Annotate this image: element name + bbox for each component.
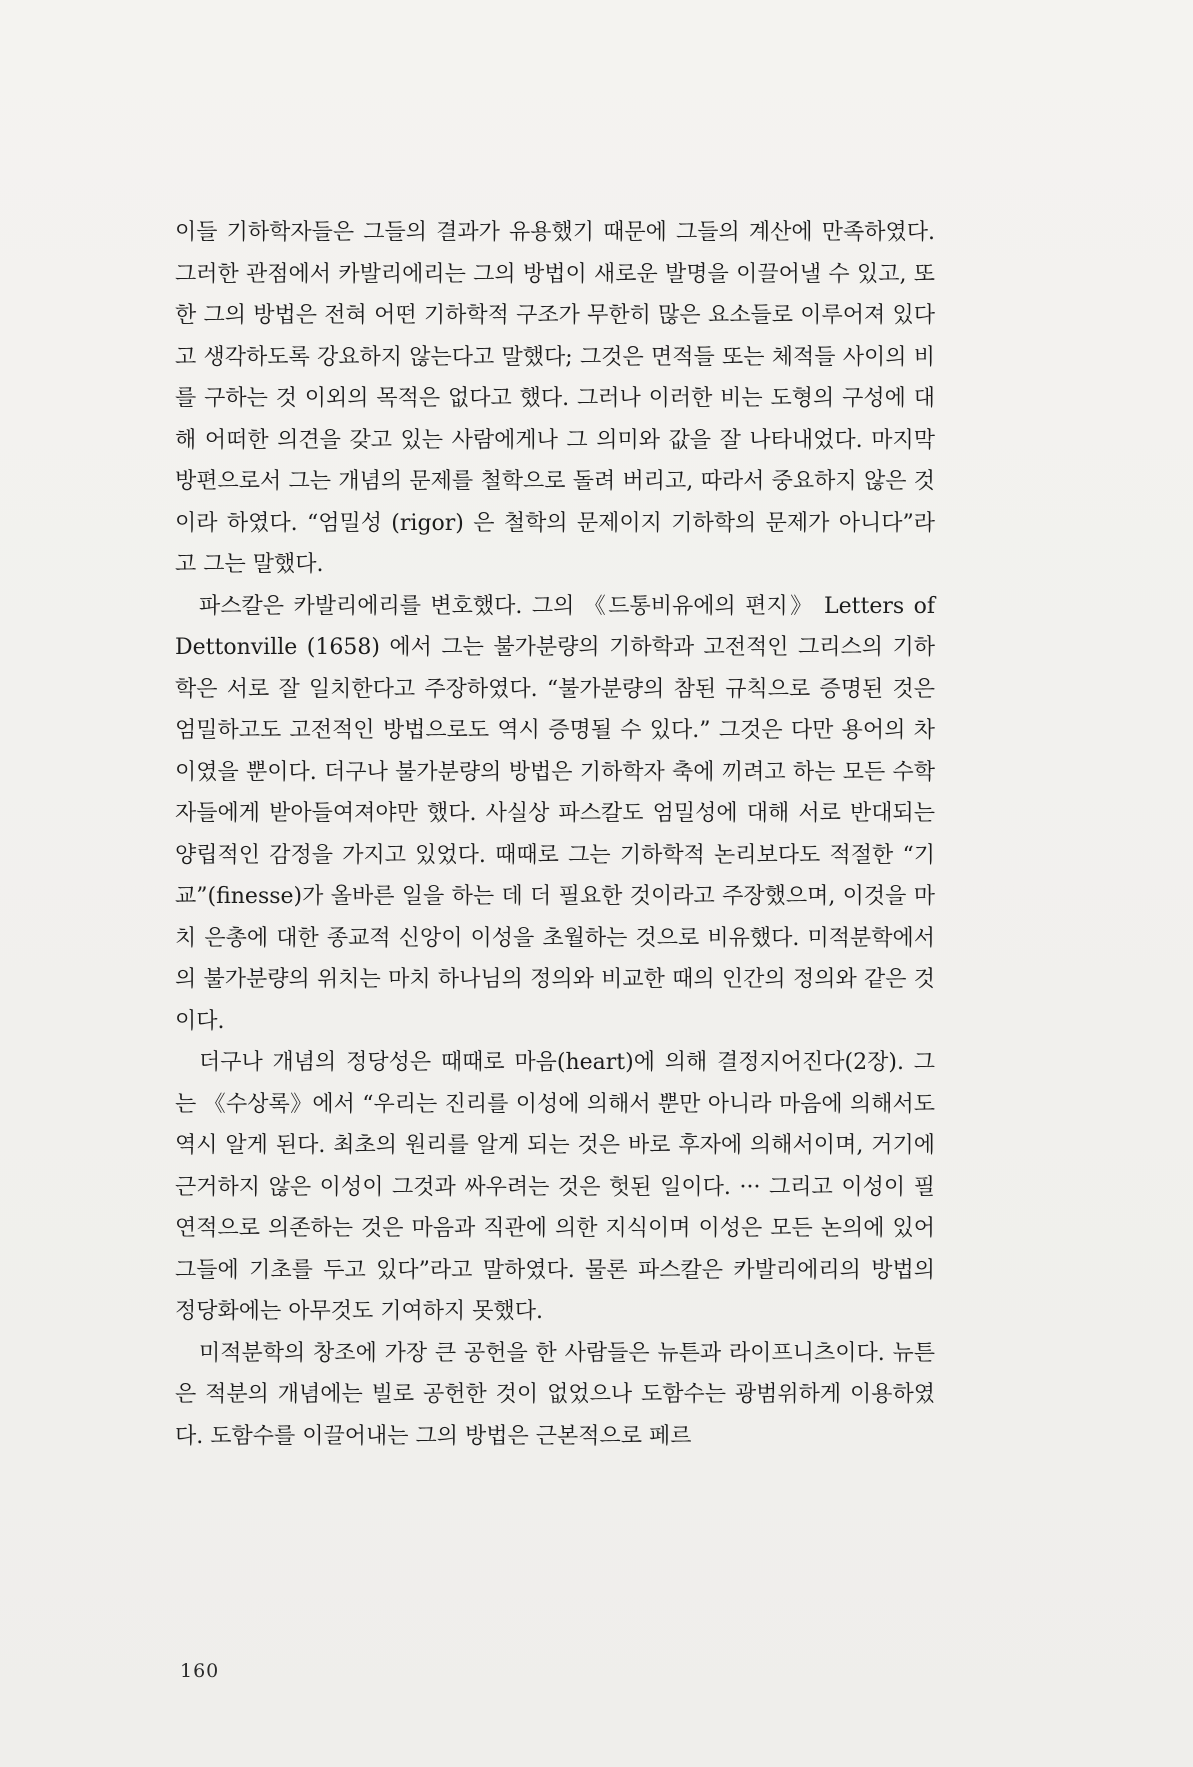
paragraph-pascal-defense: 파스칼은 카발리에리를 변호했다. 그의 《드통비유에의 편지》 Letters of Dettonville (1658) 에서 그는 불가분량의 기하학과 고전적인 그리스의 기하학은 서로 잘 일치한다고 주장하였다. “불가분량의 참된 규칙으로 증명된 것은 엄밀하고도 고전적인 방법으로도 역시 증명될 수 있다.” 그것은 다만 용어의 차이였을 뿐이다. 더구나 불가분량의 방법은 기하학자 축에 끼려고 하는 모든 수학자들에게 받아들여져야만 했다. 사실상 파스칼도 엄밀성에 대해 서로 반대되는 양립적인 감정을 가지고 있었다. 때때로 그는 기하학적 논리보다도 적절한 “기교”(finesse)가 올바른 일을 하는 데 더 필요한 것이라고 주장했으며, 이것을 마치 은총에 대한 종교적 신앙이 이성을 초월하는 것으로 비유했다. 미적분학에서의 불가분량의 위치는 마치 하나님의 정의와 비교한 때의 인간의 정의와 같은 것이다. — [175, 593, 935, 1034]
paragraph-newton-leibniz: 미적분학의 창조에 가장 큰 공헌을 한 사람들은 뉴튼과 라이프니츠이다. 뉴튼은 적분의 개념에는 빌로 공헌한 것이 없었으나 도함수는 광범위하게 이용하였다. 도함수를 이끌어내는 그의 방법은 근본적으로 페르 — [175, 1340, 935, 1449]
paragraph-cavalieri: 이들 기하학자들은 그들의 결과가 유용했기 때문에 그들의 계산에 만족하였다. 그러한 관점에서 카발리에리는 그의 방법이 새로운 발명을 이끌어낼 수 있고, 또한 그의 방법은 전혀 어떤 기하학적 구조가 무한히 많은 요소들로 이루어져 있다고 생각하도록 강요하지 않는다고 말했다; 그것은 면적들 또는 체적들 사이의 비를 구하는 것 이외의 목적은 없다고 했다. 그러나 이러한 비는 도형의 구성에 대해 어떠한 의견을 갖고 있는 사람에게나 그 의미와 값을 잘 나타내었다. 마지막 방편으로서 그는 개념의 문제를 철학으로 돌려 버리고, 따라서 중요하지 않은 것이라 하였다. “엄밀성 (rigor) 은 철학의 문제이지 기하학의 문제가 아니다”라고 그는 말했다. — [175, 220, 935, 577]
page-number: 160 — [180, 1660, 220, 1682]
paragraph-pascal-heart: 더구나 개념의 정당성은 때때로 마음(heart)에 의해 결정지어진다(2장). 그는 《수상록》에서 “우리는 진리를 이성에 의해서 뿐만 아니라 마음에 의해서도 역시 알게 된다. 최초의 원리를 알게 되는 것은 바로 후자에 의해서이며, 거기에 근거하지 않은 이성이 그것과 싸우려는 것은 헛된 일이다. ··· 그리고 이성이 필연적으로 의존하는 것은 마음과 직관에 의한 지식이며 이성은 모든 논의에 있어 그들에 기초를 두고 있다”라고 말하였다. 물론 파스칼은 카발리에리의 방법의 정당화에는 아무것도 기여하지 못했다. — [175, 1050, 935, 1324]
body-text — [175, 212, 935, 1457]
